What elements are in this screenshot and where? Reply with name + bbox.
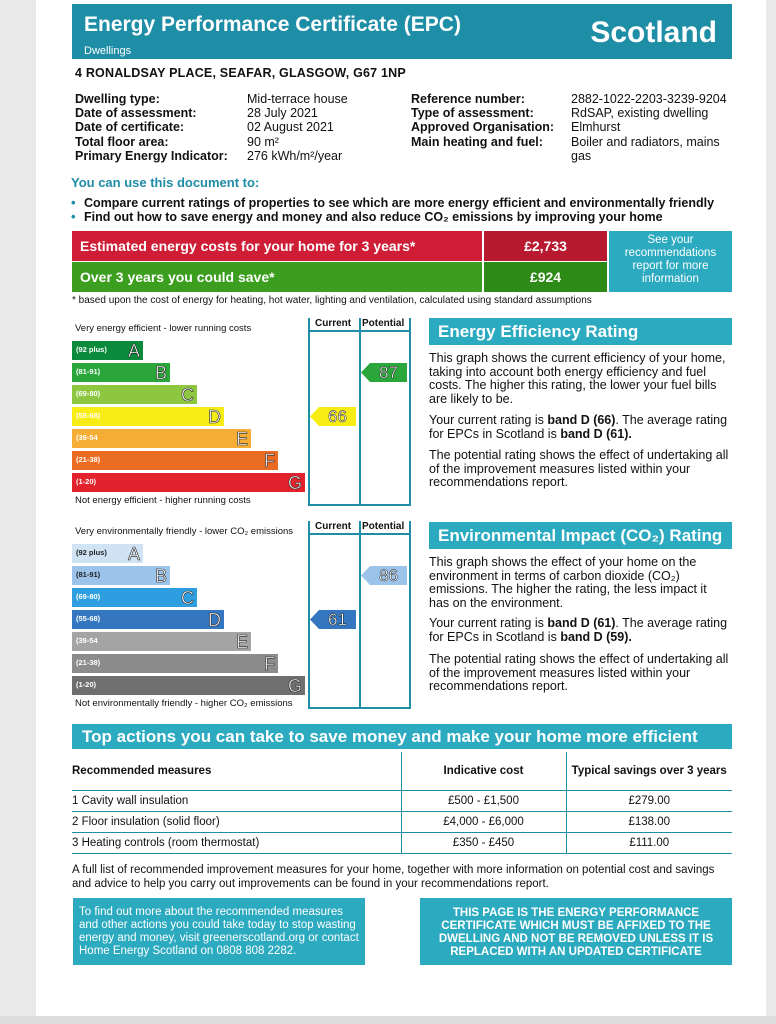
table-cell: 3 Heating controls (room thermostat) bbox=[72, 832, 401, 853]
detail-label: Dwelling type: bbox=[75, 92, 160, 106]
top-actions-heading: Top actions you can take to save money and make your home more efficient bbox=[72, 724, 732, 749]
environmental-impact-heading: Environmental Impact (CO₂) Rating bbox=[429, 522, 732, 549]
band-letter: G bbox=[287, 473, 302, 493]
band-range: (39-54 bbox=[76, 433, 98, 442]
chart-rule bbox=[308, 504, 411, 506]
table-cell: £111.00 bbox=[566, 832, 732, 853]
detail-label: Date of certificate: bbox=[75, 120, 185, 135]
detail-value: Mid-terrace house bbox=[247, 92, 348, 106]
column-header: Indicative cost bbox=[401, 752, 566, 790]
detail-label: Approved Organisation: bbox=[411, 120, 555, 135]
chart-bottom-caption: Not energy efficient - higher running costs bbox=[75, 495, 251, 506]
detail-value: 02 August 2021 bbox=[247, 120, 334, 135]
page-shadow bbox=[0, 1016, 776, 1024]
band-range: (69-80) bbox=[76, 389, 101, 398]
detail-label: Primary Energy Indicator: bbox=[75, 148, 228, 163]
rating-band-f bbox=[72, 451, 278, 470]
band-range: (69-80) bbox=[76, 592, 101, 601]
band-range: (1-20) bbox=[76, 680, 97, 689]
detail-label: Total floor area: bbox=[75, 134, 169, 149]
band-letter: E bbox=[235, 632, 248, 652]
table-cell: £279.00 bbox=[566, 790, 732, 811]
ee-current-rating-arrow: 66 bbox=[310, 407, 356, 426]
rating-band-b bbox=[72, 363, 170, 382]
band-range: (55-68) bbox=[76, 614, 101, 623]
use-heading: You can use this document to: bbox=[71, 175, 260, 190]
rating-band-e bbox=[72, 632, 251, 651]
see-recommendations-box: See your recommendations report for more information bbox=[609, 231, 732, 292]
full-list-note: A full list of recommended improvement measures for your home, together with more information on potential cost and savings and advice to help you carry out improvements can be found in your recommendations report. bbox=[72, 864, 715, 890]
detail-label: Reference number: bbox=[411, 92, 525, 106]
chart-rule bbox=[308, 533, 411, 535]
chart-rule bbox=[308, 330, 411, 332]
column-header: Typical savings over 3 years bbox=[566, 752, 732, 790]
chart-rule bbox=[359, 318, 361, 506]
ei-frame bbox=[72, 521, 411, 709]
details-left-values bbox=[247, 92, 348, 163]
band-range: (21-38) bbox=[76, 455, 101, 464]
ee-paragraph-2: Your current rating is band D (66). The average rating for EPCs in Scotland is band D (61). bbox=[429, 413, 728, 441]
column-header: Recommended measures bbox=[72, 752, 401, 790]
band-letter: C bbox=[181, 588, 194, 608]
rating-band-g bbox=[72, 676, 305, 695]
table-cell: £350 - £450 bbox=[401, 832, 566, 853]
savings-value: £924 bbox=[484, 262, 607, 292]
recommended-measures-table bbox=[72, 752, 732, 854]
estimated-costs-value: £2,733 bbox=[484, 231, 607, 261]
ei-paragraph-3: The potential rating shows the effect of undertaking all of the improvement measures listed within your recommendations report. bbox=[429, 652, 729, 694]
band-range: (81-91) bbox=[76, 367, 101, 376]
detail-value: RdSAP, existing dwelling bbox=[571, 106, 709, 121]
ei-potential-rating-arrow: 86 bbox=[361, 566, 407, 585]
detail-value: Boiler and radiators, mains gas bbox=[571, 134, 720, 163]
estimated-costs-label: Estimated energy costs for your home for 3 years* bbox=[72, 231, 482, 261]
table-row bbox=[72, 790, 732, 811]
band-letter: D bbox=[208, 610, 221, 630]
find-out-more-box: To find out more about the recommended measures and other actions you could take today to stop wasting energy and money, visit greenerscotland.org or contact Home Energy Scotland on 0808 808 2282. bbox=[73, 898, 365, 965]
certificate-subtitle: Dwellings bbox=[84, 45, 132, 57]
chart-rule bbox=[359, 521, 361, 709]
chart-rule bbox=[308, 707, 411, 709]
band-letter: C bbox=[181, 385, 194, 405]
country-label: Scotland bbox=[590, 16, 717, 49]
ei-current-rating-arrow: 61 bbox=[310, 610, 356, 629]
band-letter: F bbox=[264, 451, 275, 471]
certificate-header bbox=[72, 4, 732, 59]
ei-paragraph-2: Your current rating is band D (61). The average rating for EPCs in Scotland is band D (59). bbox=[429, 616, 728, 644]
band-range: (21-38) bbox=[76, 658, 101, 667]
rating-band-b bbox=[72, 566, 170, 585]
rating-band-c bbox=[72, 588, 197, 607]
detail-value: 90 m² bbox=[247, 134, 279, 149]
band-range: (81-91) bbox=[76, 570, 101, 579]
details-right-labels bbox=[411, 92, 554, 149]
potential-column-header: Potential bbox=[362, 521, 405, 532]
ee-frame bbox=[72, 318, 411, 506]
table-cell: £500 - £1,500 bbox=[401, 790, 566, 811]
chart-top-caption: Very energy efficient - lower running costs bbox=[75, 323, 252, 334]
current-column-header: Current bbox=[315, 521, 352, 532]
detail-value: 276 kWh/m²/year bbox=[247, 148, 343, 163]
detail-value: 28 July 2021 bbox=[247, 106, 318, 121]
details-left-labels bbox=[75, 92, 228, 163]
band-range: (39-54 bbox=[76, 636, 98, 645]
chart-rule bbox=[409, 521, 411, 709]
property-address: 4 RONALDSAY PLACE, SEAFAR, GLASGOW, G67 1NP bbox=[75, 66, 406, 80]
potential-column-header: Potential bbox=[362, 318, 405, 329]
ei-paragraph-1: This graph shows the effect of your home on the environment in terms of carbon dioxide (CO₂) emissions. The higher the rating, the less impact it has on the environment. bbox=[429, 555, 707, 610]
band-letter: F bbox=[264, 654, 275, 674]
use-list bbox=[70, 196, 714, 224]
energy-efficiency-heading: Energy Efficiency Rating bbox=[429, 318, 732, 345]
list-item: • Compare current ratings of properties to see which are more energy efficient and environmentally friendly bbox=[71, 195, 715, 210]
rating-band-a bbox=[72, 341, 143, 360]
certificate-title: Energy Performance Certificate (EPC) bbox=[84, 13, 461, 36]
table-row bbox=[72, 832, 732, 853]
cost-footnote: * based upon the cost of energy for heating, hot water, lighting and ventilation, calculated using standard assumptions bbox=[72, 295, 592, 306]
rating-band-d bbox=[72, 407, 224, 426]
detail-value: Elmhurst bbox=[571, 120, 621, 135]
ee-paragraph-3: The potential rating shows the effect of undertaking all of the improvement measures listed within your recommendations report. bbox=[429, 448, 729, 490]
band-letter: D bbox=[208, 407, 221, 427]
table-row bbox=[72, 811, 732, 832]
band-range: (92 plus) bbox=[76, 345, 107, 354]
rating-band-f bbox=[72, 654, 278, 673]
rating-band-g bbox=[72, 473, 305, 492]
rating-band-a bbox=[72, 544, 143, 563]
band-letter: B bbox=[154, 363, 167, 383]
rating-band-d bbox=[72, 610, 224, 629]
detail-label: Type of assessment: bbox=[411, 106, 534, 121]
band-range: (92 plus) bbox=[76, 548, 107, 557]
band-letter: G bbox=[287, 676, 302, 696]
table-cell: £138.00 bbox=[566, 811, 732, 832]
table-cell: 2 Floor insulation (solid floor) bbox=[72, 811, 401, 832]
table-header-row bbox=[72, 752, 732, 790]
detail-value: 2882-1022-2203-3239-9204 bbox=[571, 92, 727, 106]
affix-notice-box: THIS PAGE IS THE ENERGY PERFORMANCE CERTIFICATE WHICH MUST BE AFFIXED TO THE DWELLING AND NOT BE REMOVED UNLESS IT IS REPLACED WITH AN UPDATED CERTIFICATE bbox=[420, 898, 732, 965]
band-letter: B bbox=[154, 566, 167, 586]
ee-potential-rating-arrow: 87 bbox=[361, 363, 407, 382]
band-range: (55-68) bbox=[76, 411, 101, 420]
chart-top-caption: Very environmentally friendly - lower CO₂ emissions bbox=[75, 526, 294, 537]
rating-band-e bbox=[72, 429, 251, 448]
detail-label: Main heating and fuel: bbox=[411, 134, 543, 149]
list-item: • Find out how to save energy and money and also reduce CO₂ emissions by improving your home bbox=[71, 209, 663, 224]
detail-label: Date of assessment: bbox=[75, 106, 197, 121]
chart-rule bbox=[409, 318, 411, 506]
chart-bottom-caption: Not environmentally friendly - higher CO₂ emissions bbox=[75, 698, 293, 709]
table-cell: £4,000 - £6,000 bbox=[401, 811, 566, 832]
band-letter: A bbox=[127, 544, 140, 564]
rating-band-c bbox=[72, 385, 197, 404]
band-letter: A bbox=[127, 341, 140, 361]
band-letter: E bbox=[235, 429, 248, 449]
table-cell: 1 Cavity wall insulation bbox=[72, 790, 401, 811]
current-column-header: Current bbox=[315, 318, 352, 329]
details-right-values bbox=[571, 92, 736, 163]
savings-label: Over 3 years you could save* bbox=[72, 262, 482, 292]
ee-paragraph-1: This graph shows the current efficiency of your home, taking into account both energy efficiency and fuel costs. The higher this rating, the lower your fuel bills are likely to be. bbox=[429, 351, 726, 406]
band-range: (1-20) bbox=[76, 477, 97, 486]
